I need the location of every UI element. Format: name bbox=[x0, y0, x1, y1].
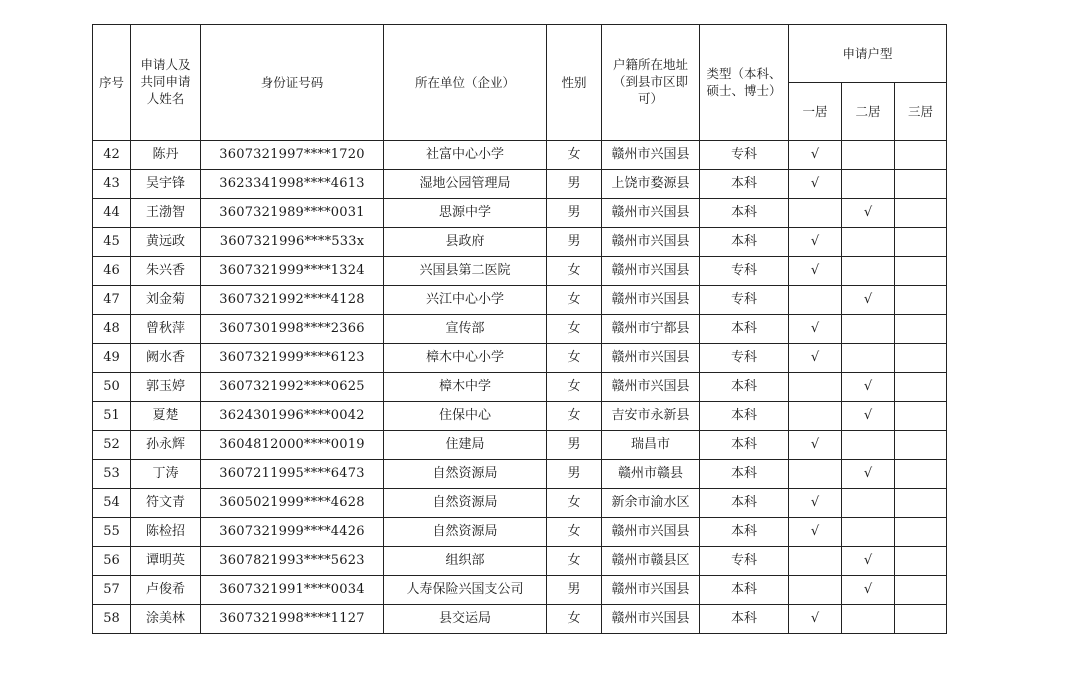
row-id-number: 3607321991****0034 bbox=[201, 576, 384, 605]
row-id-number: 3607321997****1720 bbox=[201, 141, 384, 170]
row-room-3-cell bbox=[895, 228, 947, 257]
row-room-3-cell bbox=[895, 257, 947, 286]
row-id-number: 3607301998****2366 bbox=[201, 315, 384, 344]
row-type: 本科 bbox=[700, 315, 789, 344]
row-address: 赣州市兴国县 bbox=[602, 141, 700, 170]
row-name: 涂美林 bbox=[131, 605, 201, 634]
row-room-1-cell: √ bbox=[789, 431, 842, 460]
header-room-2: 二居 bbox=[842, 83, 895, 141]
row-type: 本科 bbox=[700, 460, 789, 489]
header-unit: 所在单位（企业） bbox=[384, 25, 547, 141]
row-room-3-cell bbox=[895, 489, 947, 518]
row-room-1-cell: √ bbox=[789, 170, 842, 199]
row-id-number: 3607321996****533x bbox=[201, 228, 384, 257]
row-id-number: 3605021999****4628 bbox=[201, 489, 384, 518]
row-id-number: 3624301996****0042 bbox=[201, 402, 384, 431]
table-row bbox=[93, 170, 947, 199]
table-row bbox=[93, 431, 947, 460]
row-room-3-cell bbox=[895, 431, 947, 460]
row-room-3-cell bbox=[895, 402, 947, 431]
row-address: 赣州市兴国县 bbox=[602, 199, 700, 228]
row-room-1-cell: √ bbox=[789, 228, 842, 257]
table-row bbox=[93, 402, 947, 431]
row-unit: 县政府 bbox=[384, 228, 547, 257]
row-id-number: 3607321999****4426 bbox=[201, 518, 384, 547]
row-address: 赣州市兴国县 bbox=[602, 605, 700, 634]
row-unit: 住保中心 bbox=[384, 402, 547, 431]
row-name: 孙永辉 bbox=[131, 431, 201, 460]
row-unit: 思源中学 bbox=[384, 199, 547, 228]
row-room-2-cell bbox=[842, 344, 895, 373]
row-no: 53 bbox=[93, 460, 131, 489]
row-gender: 女 bbox=[547, 344, 602, 373]
row-gender: 女 bbox=[547, 286, 602, 315]
row-room-3-cell bbox=[895, 344, 947, 373]
row-gender: 男 bbox=[547, 199, 602, 228]
header-room-1: 一居 bbox=[789, 83, 842, 141]
row-no: 51 bbox=[93, 402, 131, 431]
header-id: 身份证号码 bbox=[201, 25, 384, 141]
row-name: 陈丹 bbox=[131, 141, 201, 170]
row-room-1-cell bbox=[789, 286, 842, 315]
row-room-2-cell bbox=[842, 605, 895, 634]
row-unit: 宣传部 bbox=[384, 315, 547, 344]
row-room-1-cell: √ bbox=[789, 141, 842, 170]
table-row bbox=[93, 315, 947, 344]
row-room-1-cell: √ bbox=[789, 489, 842, 518]
row-unit: 自然资源局 bbox=[384, 518, 547, 547]
row-type: 本科 bbox=[700, 489, 789, 518]
row-room-1-cell bbox=[789, 460, 842, 489]
row-name: 朱兴香 bbox=[131, 257, 201, 286]
row-room-2-cell: √ bbox=[842, 547, 895, 576]
row-gender: 女 bbox=[547, 547, 602, 576]
table-row bbox=[93, 257, 947, 286]
row-name: 阙水香 bbox=[131, 344, 201, 373]
applicant-table bbox=[92, 24, 947, 634]
row-room-1-cell bbox=[789, 402, 842, 431]
row-room-3-cell bbox=[895, 460, 947, 489]
header-no: 序号 bbox=[93, 25, 131, 141]
row-address: 赣州市兴国县 bbox=[602, 373, 700, 402]
row-name: 丁涛 bbox=[131, 460, 201, 489]
row-unit: 县交运局 bbox=[384, 605, 547, 634]
row-type: 专科 bbox=[700, 547, 789, 576]
row-room-1-cell: √ bbox=[789, 518, 842, 547]
row-address: 赣州市兴国县 bbox=[602, 286, 700, 315]
row-room-3-cell bbox=[895, 576, 947, 605]
row-address: 上饶市婺源县 bbox=[602, 170, 700, 199]
row-type: 本科 bbox=[700, 605, 789, 634]
table-row bbox=[93, 344, 947, 373]
header-gender: 性别 bbox=[547, 25, 602, 141]
row-address: 赣州市兴国县 bbox=[602, 344, 700, 373]
header-address-line: 户籍所在地址 bbox=[612, 57, 688, 73]
row-name: 夏楚 bbox=[131, 402, 201, 431]
row-unit: 自然资源局 bbox=[384, 489, 547, 518]
row-unit: 樟木中学 bbox=[384, 373, 547, 402]
row-name: 谭明英 bbox=[131, 547, 201, 576]
row-room-2-cell: √ bbox=[842, 286, 895, 315]
row-id-number: 3607321992****4128 bbox=[201, 286, 384, 315]
row-type: 本科 bbox=[700, 576, 789, 605]
row-unit: 社富中心小学 bbox=[384, 141, 547, 170]
row-room-1-cell bbox=[789, 373, 842, 402]
table-row bbox=[93, 547, 947, 576]
row-room-3-cell bbox=[895, 547, 947, 576]
row-gender: 男 bbox=[547, 170, 602, 199]
row-room-3-cell bbox=[895, 286, 947, 315]
row-no: 42 bbox=[93, 141, 131, 170]
row-unit: 住建局 bbox=[384, 431, 547, 460]
row-room-1-cell: √ bbox=[789, 257, 842, 286]
header-apply: 申请户型 bbox=[789, 25, 947, 83]
row-gender: 女 bbox=[547, 315, 602, 344]
table-row bbox=[93, 286, 947, 315]
row-name: 黄远政 bbox=[131, 228, 201, 257]
row-no: 47 bbox=[93, 286, 131, 315]
row-room-2-cell bbox=[842, 489, 895, 518]
row-name: 郭玉婷 bbox=[131, 373, 201, 402]
row-unit: 兴国县第二医院 bbox=[384, 257, 547, 286]
header-name-line: 申请人及 bbox=[140, 57, 191, 73]
table-row bbox=[93, 489, 947, 518]
row-no: 55 bbox=[93, 518, 131, 547]
row-gender: 女 bbox=[547, 141, 602, 170]
row-no: 58 bbox=[93, 605, 131, 634]
row-room-2-cell bbox=[842, 257, 895, 286]
row-no: 48 bbox=[93, 315, 131, 344]
row-room-3-cell bbox=[895, 373, 947, 402]
row-name: 符文青 bbox=[131, 489, 201, 518]
row-address: 赣州市兴国县 bbox=[602, 518, 700, 547]
row-type: 专科 bbox=[700, 344, 789, 373]
row-id-number: 3607321999****6123 bbox=[201, 344, 384, 373]
row-id-number: 3607821993****5623 bbox=[201, 547, 384, 576]
row-room-1-cell bbox=[789, 576, 842, 605]
row-room-2-cell: √ bbox=[842, 373, 895, 402]
row-name: 吴宇锋 bbox=[131, 170, 201, 199]
header-room-3: 三居 bbox=[895, 83, 947, 141]
row-room-1-cell bbox=[789, 199, 842, 228]
row-address: 赣州市宁都县 bbox=[602, 315, 700, 344]
header-address bbox=[602, 25, 700, 141]
row-gender: 女 bbox=[547, 373, 602, 402]
row-room-2-cell: √ bbox=[842, 576, 895, 605]
row-id-number: 3607321989****0031 bbox=[201, 199, 384, 228]
row-id-number: 3604812000****0019 bbox=[201, 431, 384, 460]
row-room-3-cell bbox=[895, 141, 947, 170]
header-name-line: 人姓名 bbox=[146, 90, 185, 106]
row-room-3-cell bbox=[895, 170, 947, 199]
table-row bbox=[93, 141, 947, 170]
row-address: 新余市渝水区 bbox=[602, 489, 700, 518]
row-no: 52 bbox=[93, 431, 131, 460]
table-row bbox=[93, 605, 947, 634]
header-name bbox=[131, 25, 201, 141]
header-address-line: （到县市区即 bbox=[612, 74, 688, 90]
table-row bbox=[93, 373, 947, 402]
row-id-number: 3607211995****6473 bbox=[201, 460, 384, 489]
row-address: 赣州市赣县 bbox=[602, 460, 700, 489]
header-type bbox=[700, 25, 789, 141]
row-type: 本科 bbox=[700, 199, 789, 228]
row-type: 专科 bbox=[700, 141, 789, 170]
row-gender: 女 bbox=[547, 489, 602, 518]
row-gender: 男 bbox=[547, 228, 602, 257]
row-id-number: 3607321999****1324 bbox=[201, 257, 384, 286]
table-row bbox=[93, 518, 947, 547]
row-type: 本科 bbox=[700, 170, 789, 199]
row-type: 本科 bbox=[700, 228, 789, 257]
row-address: 赣州市赣县区 bbox=[602, 547, 700, 576]
row-address: 瑞昌市 bbox=[602, 431, 700, 460]
table-row bbox=[93, 228, 947, 257]
row-gender: 男 bbox=[547, 576, 602, 605]
row-type: 本科 bbox=[700, 373, 789, 402]
row-no: 45 bbox=[93, 228, 131, 257]
table-row bbox=[93, 199, 947, 228]
row-id-number: 3607321992****0625 bbox=[201, 373, 384, 402]
row-gender: 女 bbox=[547, 605, 602, 634]
row-no: 57 bbox=[93, 576, 131, 605]
row-name: 卢俊希 bbox=[131, 576, 201, 605]
row-room-1-cell: √ bbox=[789, 315, 842, 344]
row-no: 46 bbox=[93, 257, 131, 286]
row-room-3-cell bbox=[895, 315, 947, 344]
row-address: 赣州市兴国县 bbox=[602, 576, 700, 605]
row-room-2-cell bbox=[842, 170, 895, 199]
row-gender: 男 bbox=[547, 431, 602, 460]
row-id-number: 3607321998****1127 bbox=[201, 605, 384, 634]
row-type: 专科 bbox=[700, 257, 789, 286]
row-no: 43 bbox=[93, 170, 131, 199]
row-no: 54 bbox=[93, 489, 131, 518]
header-type-line: 类型（本科、 bbox=[706, 65, 782, 81]
row-room-2-cell bbox=[842, 228, 895, 257]
row-room-2-cell: √ bbox=[842, 460, 895, 489]
row-type: 专科 bbox=[700, 286, 789, 315]
header-type-line: 硕士、博士） bbox=[706, 82, 782, 98]
row-address: 赣州市兴国县 bbox=[602, 228, 700, 257]
row-name: 陈检招 bbox=[131, 518, 201, 547]
row-room-3-cell bbox=[895, 605, 947, 634]
row-gender: 女 bbox=[547, 402, 602, 431]
row-type: 本科 bbox=[700, 402, 789, 431]
row-room-2-cell: √ bbox=[842, 199, 895, 228]
row-unit: 自然资源局 bbox=[384, 460, 547, 489]
row-no: 56 bbox=[93, 547, 131, 576]
row-unit: 樟木中心小学 bbox=[384, 344, 547, 373]
table-row bbox=[93, 460, 947, 489]
row-id-number: 3623341998****4613 bbox=[201, 170, 384, 199]
row-unit: 人寿保险兴国支公司 bbox=[384, 576, 547, 605]
row-address: 赣州市兴国县 bbox=[602, 257, 700, 286]
row-room-3-cell bbox=[895, 199, 947, 228]
row-no: 50 bbox=[93, 373, 131, 402]
row-unit: 湿地公园管理局 bbox=[384, 170, 547, 199]
row-type: 本科 bbox=[700, 518, 789, 547]
row-gender: 女 bbox=[547, 257, 602, 286]
row-room-2-cell: √ bbox=[842, 402, 895, 431]
row-name: 曾秋萍 bbox=[131, 315, 201, 344]
header-address-line: 可） bbox=[637, 90, 663, 106]
row-room-1-cell bbox=[789, 547, 842, 576]
row-room-1-cell: √ bbox=[789, 344, 842, 373]
table-row bbox=[93, 576, 947, 605]
row-name: 王渤智 bbox=[131, 199, 201, 228]
row-gender: 男 bbox=[547, 460, 602, 489]
table-body bbox=[93, 141, 947, 634]
row-gender: 女 bbox=[547, 518, 602, 547]
row-unit: 组织部 bbox=[384, 547, 547, 576]
table-header bbox=[93, 25, 947, 141]
row-address: 吉安市永新县 bbox=[602, 402, 700, 431]
row-type: 本科 bbox=[700, 431, 789, 460]
row-room-2-cell bbox=[842, 431, 895, 460]
row-room-1-cell: √ bbox=[789, 605, 842, 634]
row-room-2-cell bbox=[842, 141, 895, 170]
row-unit: 兴江中心小学 bbox=[384, 286, 547, 315]
header-name-line: 共同申请 bbox=[140, 74, 191, 90]
row-no: 49 bbox=[93, 344, 131, 373]
row-room-2-cell bbox=[842, 518, 895, 547]
row-name: 刘金菊 bbox=[131, 286, 201, 315]
row-room-2-cell bbox=[842, 315, 895, 344]
row-no: 44 bbox=[93, 199, 131, 228]
row-room-3-cell bbox=[895, 518, 947, 547]
